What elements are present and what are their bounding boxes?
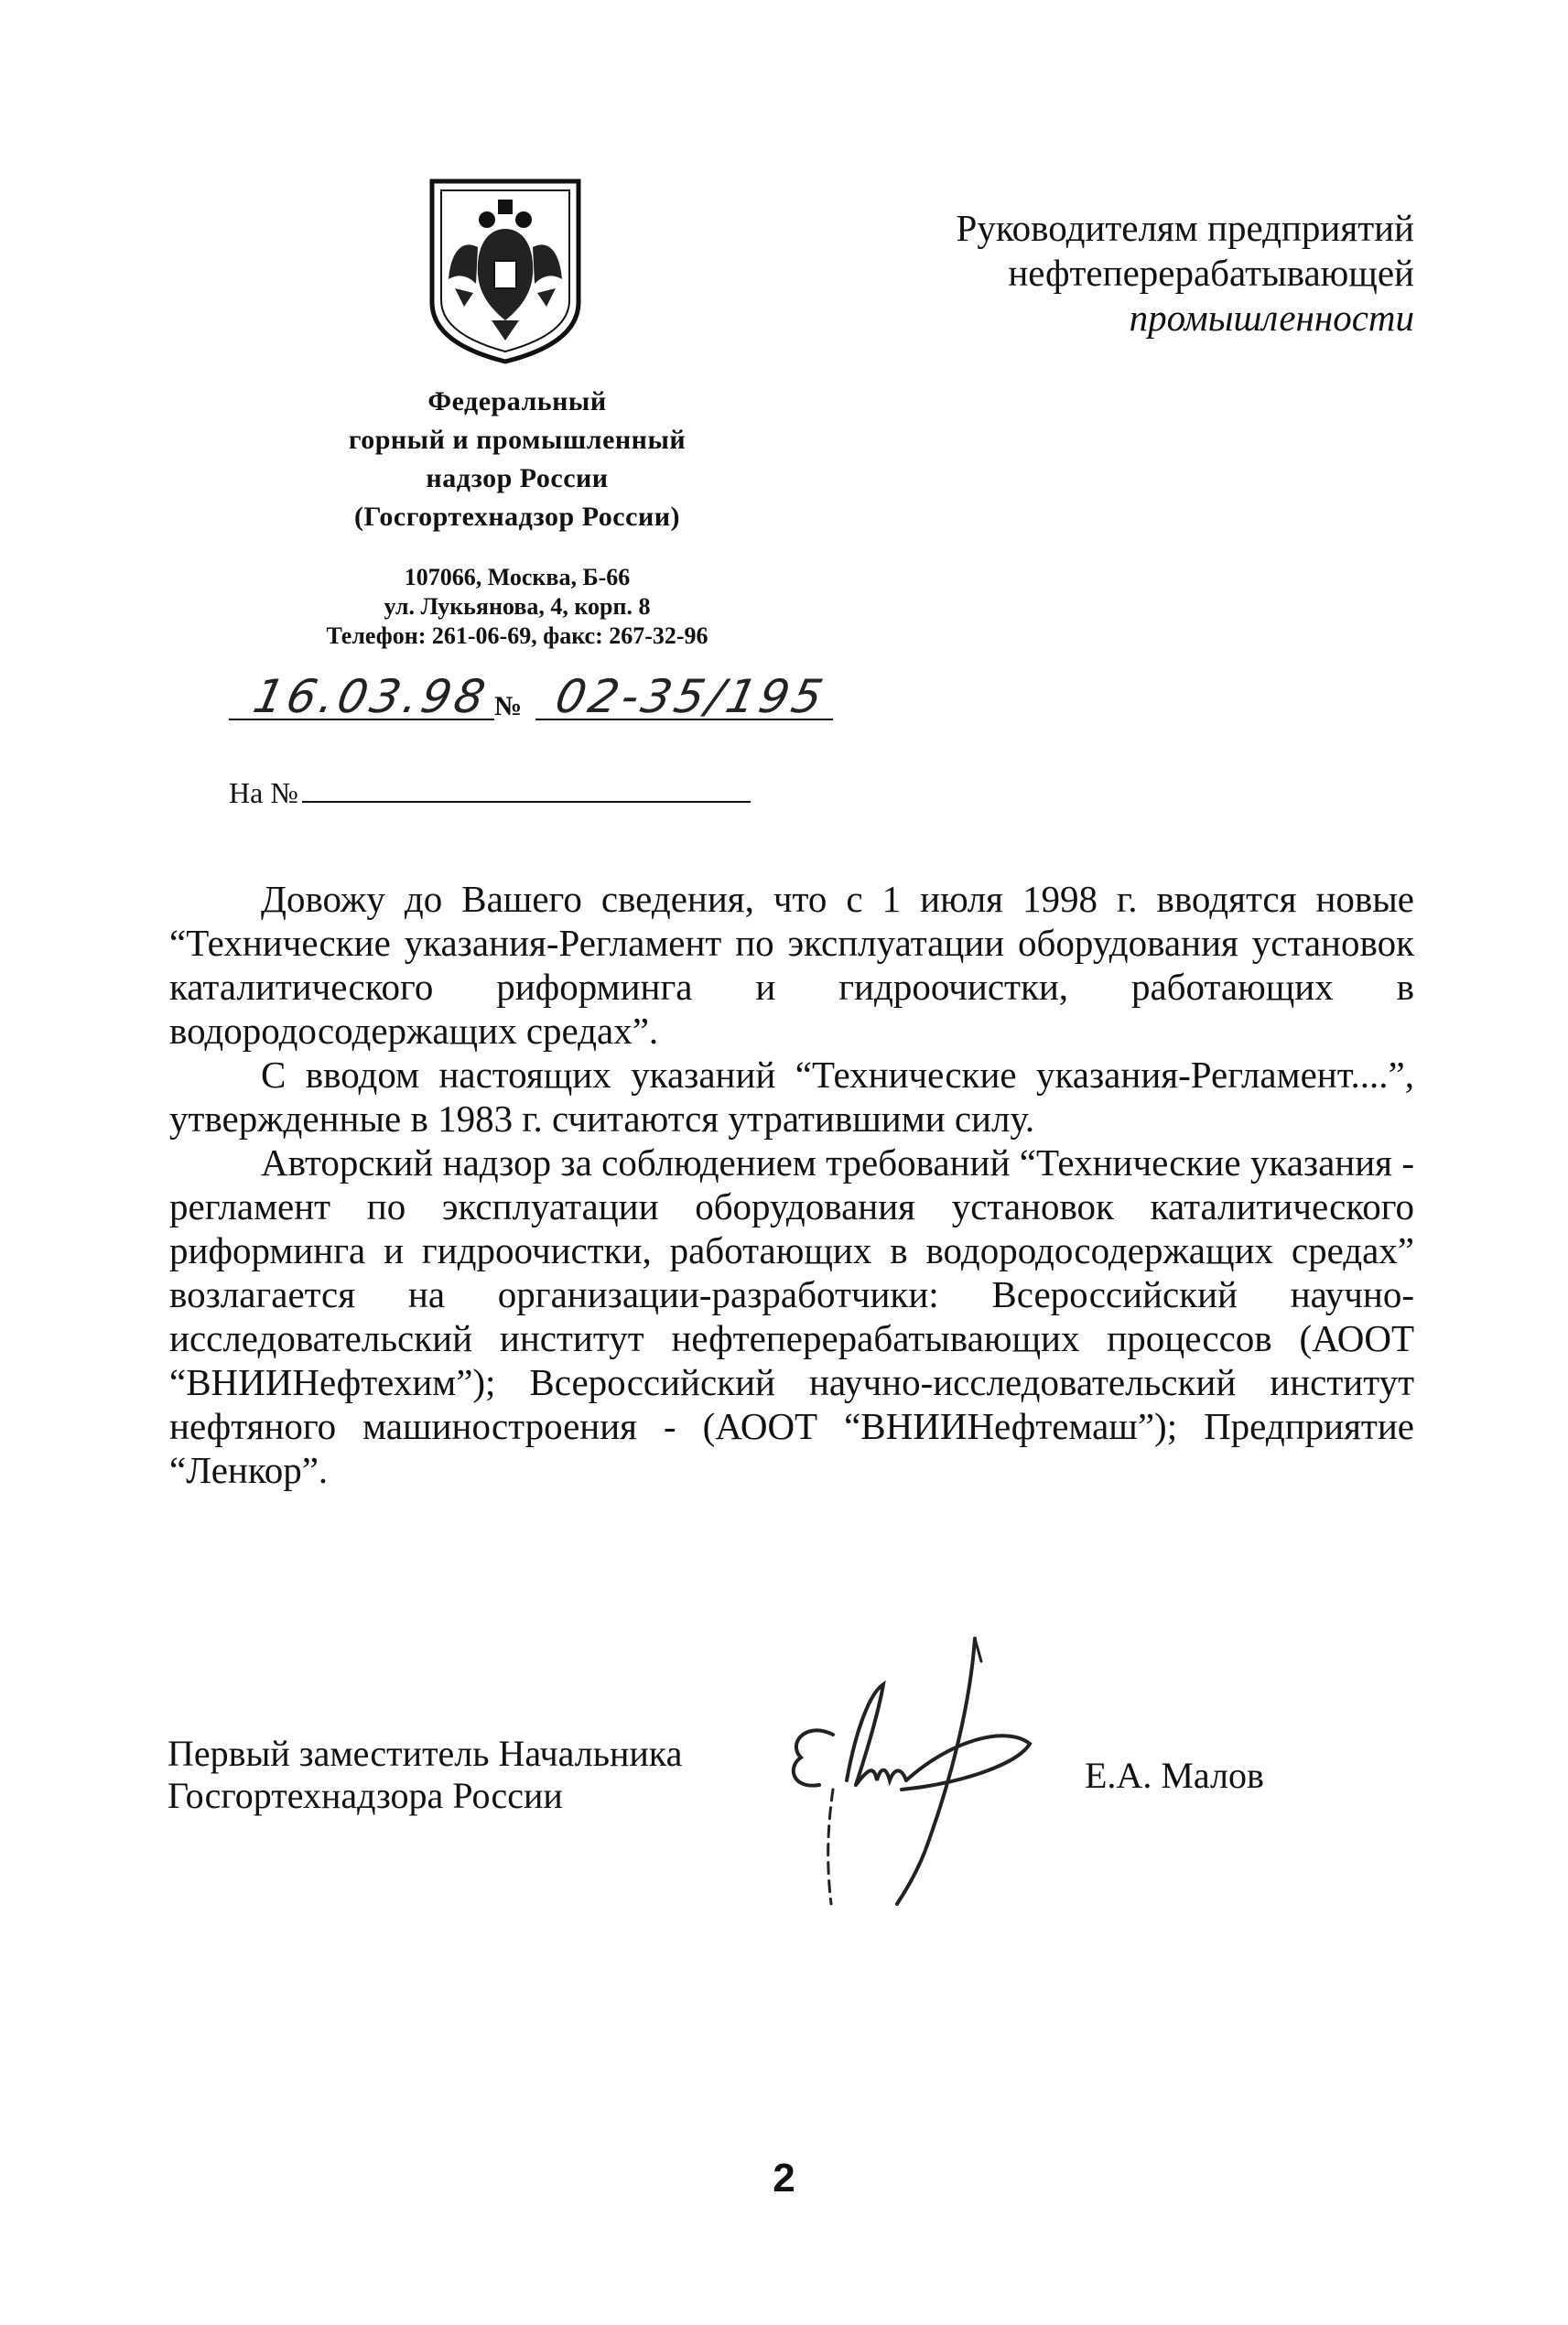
- recipient-line: промышленности: [1129, 297, 1414, 339]
- body-paragraph: Авторский надзор за соблюдением требований “Технические указания - регламент по эксплуатации оборудования установок каталитического риформинга и гидроочистки, работающих в водородосодержащих средах” возлагается на организации-разработчики: Всероссийский научно-исследовательский институт нефтеперерабатывающих процессов (АООТ “ВНИИНефтехим”); Всероссийский научно-исследовательский институт нефтяного машиностроения - (АООТ “ВНИИНефтемаш”); Предприятие “Ленкор”.: [169, 1141, 1414, 1491]
- body-paragraph: С вводом настоящих указаний “Технические указания-Регламент....”, утвержденные в 1983 г. считаются утратившими силу.: [169, 1054, 1414, 1140]
- russian-coat-of-arms-icon: [423, 174, 588, 366]
- registration-number: 02-35/195: [550, 670, 831, 723]
- handwritten-signature-icon: [769, 1629, 1071, 1913]
- address-line: 107066, Москва, Б-66: [404, 564, 631, 590]
- reply-underline: [302, 783, 751, 803]
- registration-number-label: №: [494, 691, 523, 721]
- signer-title: [168, 1733, 682, 1817]
- recipient-line: Руководителям предприятий: [956, 207, 1414, 249]
- signer-title-line: Первый заместитель Начальника: [168, 1733, 683, 1774]
- agency-line: горный и промышленный: [348, 425, 687, 455]
- agency-line: надзор России: [426, 463, 609, 493]
- registration-line: [229, 670, 833, 728]
- address-line: ул. Лукьянова, 4, корп. 8: [384, 593, 651, 620]
- agency-line: (Госгортехнадзор России): [353, 502, 681, 532]
- registration-date: 16.03.98: [248, 670, 493, 723]
- address-line: Телефон: 261-06-69, факс: 267-32-96: [326, 622, 708, 649]
- signer-name: Е.А. Малов: [1085, 1755, 1264, 1796]
- agency-name: [183, 383, 851, 536]
- reply-reference: [229, 776, 751, 810]
- signer-title-line: Госгортехнадзора России: [168, 1775, 563, 1816]
- body-paragraph: Довожу до Вашего сведения, что с 1 июля 1998 г. вводятся новые “Технические указания-Регламент по эксплуатации оборудования установок каталитического риформинга и гидроочистки, работающих в водородосодержащих средах”.: [169, 878, 1414, 1052]
- agency-address: [183, 563, 851, 651]
- date-underline: [229, 719, 494, 720]
- page-number: 2: [773, 2156, 795, 2201]
- letter-body: [169, 877, 1414, 1492]
- number-underline: [535, 719, 833, 720]
- recipient-line: нефтеперерабатывающей: [1008, 252, 1414, 294]
- recipient-block: [755, 206, 1414, 341]
- reply-label: На №: [229, 776, 298, 809]
- agency-line: Федеральный: [427, 386, 607, 416]
